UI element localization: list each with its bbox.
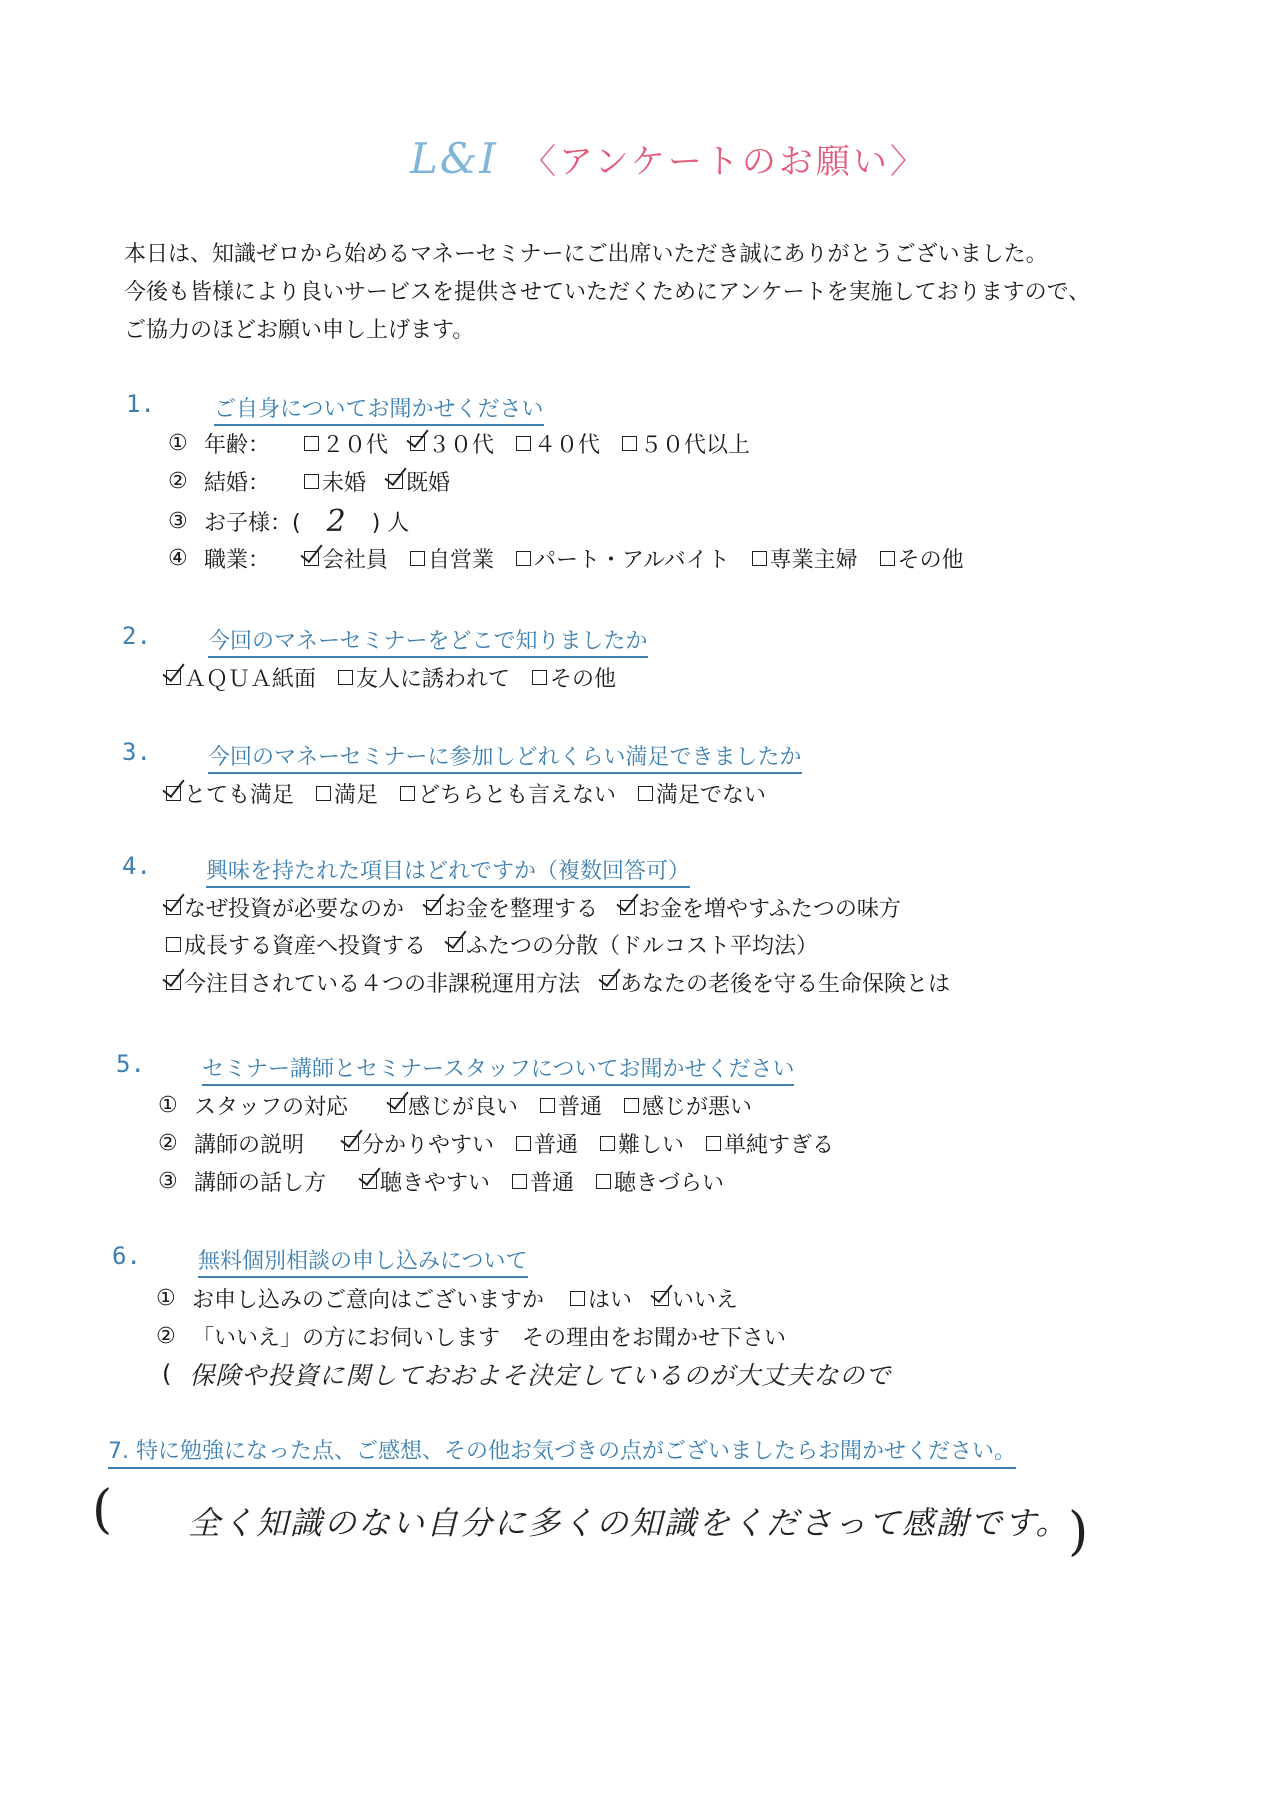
speak-option-easy[interactable]: [362, 1166, 490, 1197]
intent-option-no[interactable]: [654, 1283, 738, 1314]
staff-label: スタッフの対応: [194, 1095, 349, 1120]
explain-option-normal[interactable]: [516, 1128, 578, 1159]
option-label: とても満足: [184, 783, 295, 808]
q3-option-not-satisfied[interactable]: [638, 778, 766, 809]
reason-label: 「いいえ」の方にお伺いします その理由をお聞かせ下さい: [192, 1326, 787, 1351]
intro-line: ご協力のほどお願い申し上げます。: [124, 318, 475, 343]
sub-number: ②: [158, 1131, 178, 1156]
q6-handwritten-answer[interactable]: 保険や投資に関しておおよそ決定しているのが大丈夫なので: [189, 1361, 892, 1390]
q4-row-3: [166, 967, 972, 998]
q1-job-row: [168, 543, 986, 574]
option-label: 自営業: [428, 548, 495, 573]
option-label: その他: [550, 667, 617, 692]
checkbox[interactable]: [166, 937, 181, 952]
checkbox-checked[interactable]: [166, 786, 181, 801]
checkbox-checked[interactable]: [166, 975, 181, 990]
answer-open-paren: (: [162, 1360, 172, 1388]
q3-title: 今回のマネーセミナーに参加しどれくらい満足できましたか: [208, 740, 802, 774]
age-option-50s-plus[interactable]: [622, 428, 750, 459]
q6-intent-row: [156, 1283, 760, 1314]
checkbox-checked[interactable]: [166, 900, 181, 915]
option-label: どちらとも言えない: [418, 783, 617, 808]
children-label: お子様：(: [204, 511, 301, 536]
sub-number: ①: [156, 1286, 176, 1311]
option-label: お金を増やすふたつの味方: [638, 897, 901, 922]
checkbox[interactable]: [600, 1136, 615, 1151]
option-label: 分かりやすい: [362, 1133, 495, 1158]
speak-option-normal[interactable]: [512, 1166, 574, 1197]
q5-staff-row: [158, 1090, 774, 1121]
checkbox[interactable]: [316, 786, 331, 801]
option-label: 成長する資産へ投資する: [184, 934, 427, 959]
q4-option-life-insurance[interactable]: [602, 967, 950, 998]
q2-title: 今回のマネーセミナーをどこで知りましたか: [208, 624, 648, 658]
checkbox[interactable]: [400, 786, 415, 801]
explain-option-too-simple[interactable]: [706, 1128, 834, 1159]
intent-option-yes[interactable]: [570, 1283, 632, 1314]
staff-option-bad[interactable]: [624, 1090, 752, 1121]
checkbox[interactable]: [596, 1174, 611, 1189]
q4-row-1: [166, 892, 923, 923]
marriage-label: 結婚：: [204, 471, 271, 496]
job-option-self-employed[interactable]: [410, 543, 494, 574]
children-count[interactable]: 2: [326, 504, 346, 539]
option-label: ２０代: [322, 433, 389, 458]
checkbox[interactable]: [570, 1291, 585, 1306]
q3-number: 3.: [122, 738, 151, 766]
option-label: 聴きづらい: [614, 1171, 725, 1196]
checkbox-checked[interactable]: [620, 900, 635, 915]
q3-option-neutral[interactable]: [400, 778, 616, 809]
sub-number: ③: [158, 1169, 178, 1194]
option-label: ふたつの分散（ドルコスト平均法）: [466, 934, 819, 959]
checkbox-checked[interactable]: [344, 1136, 359, 1151]
option-label: 満足でない: [656, 783, 767, 808]
option-label: 感じが良い: [408, 1095, 519, 1120]
marriage-option-married[interactable]: [388, 466, 450, 497]
speak-label: 講師の話し方: [194, 1171, 327, 1196]
option-label: ３０代: [428, 433, 495, 458]
speak-option-hard[interactable]: [596, 1166, 724, 1197]
option-label: いいえ: [672, 1288, 739, 1313]
checkbox[interactable]: [338, 670, 353, 685]
company-logo: L&I: [410, 133, 498, 183]
intro-line: 本日は、知識ゼロから始めるマネーセミナーにご出席いただき誠にありがとうございました。: [124, 242, 1048, 267]
q4-option-why-invest[interactable]: [166, 892, 404, 923]
q4-option-grow-money[interactable]: [620, 892, 901, 923]
intro-line: 今後も皆様により良いサービスを提供させていただくためにアンケートを実施しておりますので、: [124, 280, 1091, 305]
q4-number: 4.: [122, 852, 151, 880]
option-label: 普通: [534, 1133, 579, 1158]
option-label: その他: [897, 548, 964, 573]
option-label: 友人に誘われて: [356, 667, 511, 692]
option-label: 単純すぎる: [724, 1133, 835, 1158]
q2-number: 2.: [122, 622, 151, 650]
checkbox-checked[interactable]: [304, 551, 319, 566]
option-label: 既婚: [406, 471, 451, 496]
q7-answer-area[interactable]: [92, 1480, 112, 1540]
age-option-40s[interactable]: [516, 428, 600, 459]
q6-answer-row[interactable]: [162, 1356, 891, 1392]
job-label: 職業：: [204, 548, 271, 573]
sub-number: ④: [168, 546, 188, 571]
checkbox[interactable]: [880, 551, 895, 566]
checkbox-checked[interactable]: [166, 670, 181, 685]
marriage-option-single[interactable]: [304, 466, 366, 497]
q3-option-very-satisfied[interactable]: [166, 778, 294, 809]
header: [410, 128, 927, 188]
explain-option-clear[interactable]: [344, 1128, 494, 1159]
option-label: あなたの老後を守る生命保険とは: [620, 972, 951, 997]
explain-option-difficult[interactable]: [600, 1128, 684, 1159]
q2-options-row: [166, 662, 638, 693]
checkbox-checked[interactable]: [362, 1174, 377, 1189]
q7-handwritten-answer[interactable]: 全く知識のない自分に多くの知識をくださって感謝です。: [188, 1504, 1070, 1542]
option-label: パート・アルバイト: [534, 548, 730, 573]
q6-title: 無料個別相談の申し込みについて: [198, 1244, 528, 1278]
explain-label: 講師の説明: [194, 1133, 305, 1158]
checkbox[interactable]: [540, 1098, 555, 1113]
q3-option-satisfied[interactable]: [316, 778, 378, 809]
sub-number: ③: [168, 509, 188, 534]
checkbox[interactable]: [512, 1174, 527, 1189]
option-label: 普通: [530, 1171, 575, 1196]
option-label: 専業主婦: [769, 548, 858, 573]
sub-number: ②: [156, 1324, 176, 1349]
checkbox[interactable]: [516, 551, 531, 566]
checkbox[interactable]: [304, 436, 319, 451]
option-label: 会社員: [322, 548, 389, 573]
checkbox[interactable]: [752, 551, 767, 566]
option-label: 難しい: [618, 1133, 685, 1158]
option-label: はい: [588, 1288, 633, 1313]
q5-speak-row: [158, 1166, 746, 1197]
q6-number: 6.: [112, 1242, 141, 1270]
checkbox[interactable]: [516, 1136, 531, 1151]
option-label: 満足: [334, 783, 379, 808]
checkbox-checked[interactable]: [602, 975, 617, 990]
q5-explain-row: [158, 1128, 856, 1159]
intent-label: お申し込みのご意向はございますか: [192, 1288, 545, 1313]
age-option-20s[interactable]: [304, 428, 388, 459]
checkbox[interactable]: [638, 786, 653, 801]
q7-close-area: [1068, 1502, 1088, 1562]
job-option-part-time[interactable]: [516, 543, 730, 574]
sub-number: ①: [158, 1093, 178, 1118]
q4-option-diversification[interactable]: [448, 929, 818, 960]
option-label: 今注目されている４つの非課税運用方法: [184, 972, 581, 997]
job-option-employee[interactable]: [304, 543, 388, 574]
intro-text: [124, 236, 1090, 350]
option-label: 聴きやすい: [380, 1171, 491, 1196]
checkbox-checked[interactable]: [410, 436, 425, 451]
q1-age-row: [168, 428, 772, 459]
checkbox-checked[interactable]: [388, 474, 403, 489]
q4-option-growth-assets[interactable]: [166, 929, 426, 960]
job-option-homemaker[interactable]: [752, 543, 858, 574]
staff-option-good[interactable]: [390, 1090, 518, 1121]
option-label: ４０代: [534, 433, 601, 458]
option-label: 未婚: [322, 471, 367, 496]
q4-row-2: [166, 929, 840, 960]
option-label: ５０代以上: [640, 433, 751, 458]
checkbox[interactable]: [622, 436, 637, 451]
q7-close-paren: ): [1068, 1502, 1089, 1562]
q1-number: 1.: [126, 390, 155, 418]
q5-title: セミナー講師とセミナースタッフについてお聞かせください: [202, 1052, 794, 1086]
q4-option-organize-money[interactable]: [426, 892, 598, 923]
option-label: ＡＱＵＡ紙面: [184, 667, 317, 692]
staff-option-normal[interactable]: [540, 1090, 602, 1121]
sub-number: ②: [168, 469, 188, 494]
checkbox[interactable]: [624, 1098, 639, 1113]
age-label: 年齢：: [204, 433, 271, 458]
q1-title: ご自身についてお聞かせください: [214, 392, 544, 426]
q2-option-other[interactable]: [532, 662, 616, 693]
option-label: 感じが悪い: [642, 1095, 753, 1120]
q6-reason-row: [156, 1321, 786, 1352]
q7-open-paren: (: [92, 1480, 113, 1540]
checkbox-checked[interactable]: [654, 1291, 669, 1306]
checkbox[interactable]: [532, 670, 547, 685]
q2-option-friend[interactable]: [338, 662, 510, 693]
option-label: 普通: [558, 1095, 603, 1120]
q7-title: 7. 特に勉強になった点、ご感想、その他お気づきの点がございましたらお聞かせください。: [108, 1434, 1016, 1469]
option-label: お金を整理する: [444, 897, 599, 922]
sub-number: ①: [168, 431, 188, 456]
page-title: 〈アンケートのお願い〉: [521, 141, 927, 182]
option-label: なぜ投資が必要なのか: [184, 897, 405, 922]
q2-option-aqua[interactable]: [166, 662, 316, 693]
q5-number: 5.: [116, 1050, 145, 1078]
q4-option-tax-free[interactable]: [166, 967, 580, 998]
checkbox[interactable]: [304, 474, 319, 489]
checkbox[interactable]: [706, 1136, 721, 1151]
job-option-other[interactable]: [880, 543, 964, 574]
children-suffix: ) 人: [371, 511, 410, 536]
checkbox-checked[interactable]: [426, 900, 441, 915]
checkbox-checked[interactable]: [448, 937, 463, 952]
q3-options-row: [166, 778, 788, 809]
q1-children-row: [168, 504, 409, 539]
checkbox[interactable]: [516, 436, 531, 451]
q1-marriage-row: [168, 466, 472, 497]
age-option-30s[interactable]: [410, 428, 494, 459]
checkbox[interactable]: [410, 551, 425, 566]
q4-title: 興味を持たれた項目はどれですか（複数回答可）: [206, 854, 690, 888]
checkbox-checked[interactable]: [390, 1098, 405, 1113]
